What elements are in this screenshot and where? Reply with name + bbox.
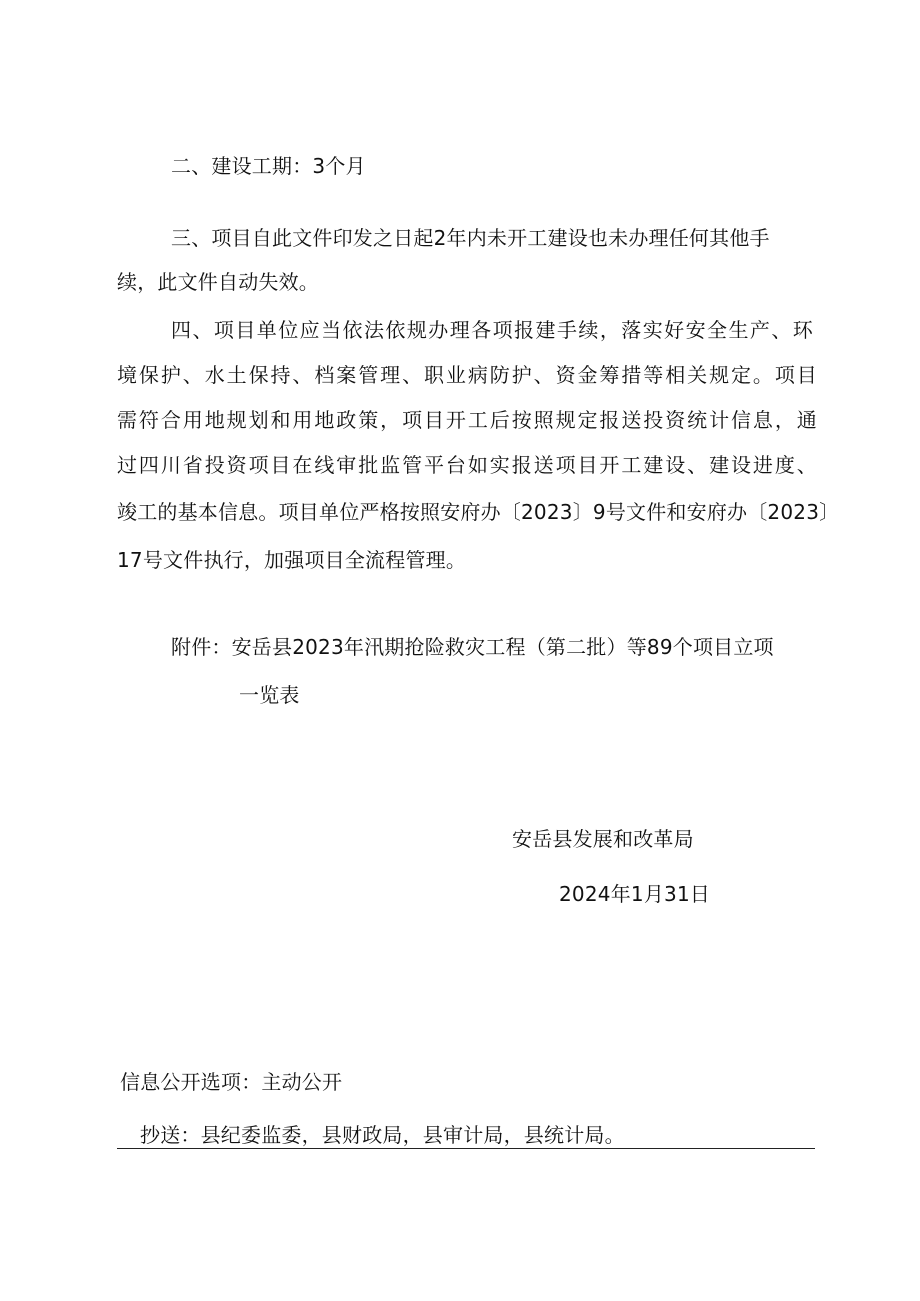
section-four-line-6: 17号文件执行，加强项目全流程管理。 — [117, 548, 467, 572]
disclosure-option: 信息公开选项：主动公开 — [120, 1070, 343, 1094]
section-four-line-3: 需符合用地规划和用地政策，项目开工后按照规定报送投资统计信息，通 — [117, 408, 817, 432]
section-four-line-1: 四、项目单位应当依法依规办理各项报建手续，落实好安全生产、环 — [171, 318, 813, 342]
section-two-text: 二、建设工期：3个月 — [171, 154, 366, 178]
attachment-line-1: 附件：安岳县2023年汛期抢险救灾工程（第二批）等89个项目立项 — [171, 635, 774, 659]
section-three-line-1: 三、项目自此文件印发之日起2年内未开工建设也未办理任何其他手 — [171, 226, 770, 250]
section-four-line-5: 竣工的基本信息。项目单位严格按照安府办〔2023〕9号文件和安府办〔2023〕 — [117, 500, 840, 524]
section-four-line-2: 境保护、水土保持、档案管理、职业病防护、资金筹措等相关规定。项目 — [117, 363, 817, 387]
signature-date: 2024年1月31日 — [559, 882, 711, 906]
footer-divider — [117, 1148, 815, 1149]
section-three-line-2: 续，此文件自动失效。 — [117, 270, 319, 294]
attachment-line-2: 一览表 — [239, 683, 300, 707]
signature-organization: 安岳县发展和改革局 — [512, 827, 694, 851]
section-four-line-4: 过四川省投资项目在线审批监管平台如实报送项目开工建设、建设进度、 — [117, 453, 817, 477]
copy-to-line: 抄送：县纪委监委，县财政局，县审计局，县统计局。 — [140, 1123, 625, 1147]
